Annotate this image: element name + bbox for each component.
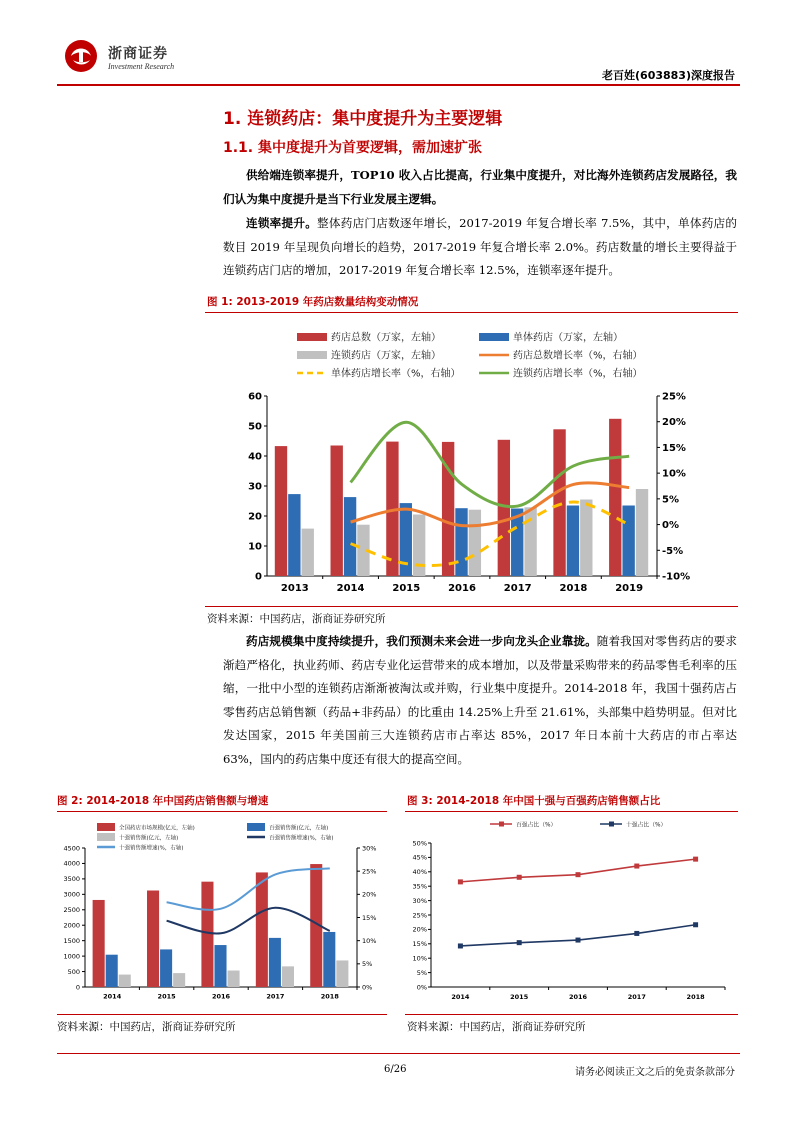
y-tick-label: 40% (412, 868, 427, 877)
line-series-1 (167, 868, 330, 910)
header-divider (57, 84, 740, 86)
bar-0-2019 (609, 419, 621, 576)
footer-divider (57, 1053, 740, 1054)
bar-2-2013 (302, 529, 314, 576)
company-name-en: Investment Research (108, 62, 175, 71)
paragraph-chain-rate-lead: 连锁率提升。 (246, 216, 318, 230)
bar-2-2019 (636, 489, 648, 576)
paragraph-concentration-text: 随着我国对零售药店的要求渐趋严格化，执业药师、药店专业化运营带来的成本增加，以及带量采购带来的药品零售毛利率的压缩，一批中小型的连锁药店渐渐被淘汰或并购，行业集中度提升。2014-2018 年，我国十强药店占零售药店总销售额（药品+非药品）的比重由 14.25%上升至 21.61%，头部集中趋势明显。但对比发达国家，2015 年美国前三大连锁药店市占率达 85%，2017 年日本前十大药店的市占率达 63%，国内的药店集中度还有很大的提高空间。 (223, 634, 737, 766)
legend-label-3: 药店总数增长率（%，右轴） (513, 350, 643, 362)
left-tick-label: 60 (248, 391, 262, 403)
figure-1-source: 资料来源：中国药店，浙商证券研究所 (207, 613, 386, 625)
right-tick-label: 0% (362, 983, 373, 992)
left-tick-label: 0 (255, 571, 262, 583)
left-tick-label: 30 (248, 481, 262, 493)
y-tick-label: 0% (416, 983, 427, 992)
left-tick-label: 10 (248, 541, 262, 553)
paragraph-concentration (223, 630, 737, 772)
bar-1-2018 (567, 506, 579, 577)
legend-label-0: 药店总数（万家，左轴） (331, 332, 441, 344)
paragraph-chain-rate-text: 整体药店门店数逐年增长，2017-2019 年复合增长率 7.5%，其中，单体药店的数目 2019 年呈现负向增长的趋势，2017-2019 年复合增长率 2.0%。药店数量的增长主要得益于连锁药店门店的增加，2017-2019 年复合增长率 12.5%，连锁率逐年提升。 (223, 216, 737, 278)
page-number: 6/26 (384, 1064, 407, 1075)
line-series-1 (460, 925, 695, 946)
right-tick-label: 20% (362, 890, 377, 899)
bar-0-2014 (93, 900, 105, 987)
legend-item-1-swatch (247, 823, 265, 831)
figure-3-title: 图 3: 2014-2018 年中国十强与百强药店销售额占比 (407, 795, 661, 807)
x-tick-label: 2019 (615, 583, 644, 594)
bar-2-2016 (469, 510, 481, 576)
figure-2-legend (97, 823, 334, 851)
right-tick-label: 10% (362, 936, 377, 945)
figure-1-legend (297, 331, 643, 380)
left-tick-label: 3000 (63, 890, 80, 899)
legend-label-2: 十强销售额(亿元，左轴) (119, 835, 179, 842)
y-tick-label: 25% (412, 911, 427, 920)
figure-3-chart (405, 814, 738, 1014)
y-tick-label: 5% (416, 968, 427, 977)
x-tick-label: 2018 (320, 992, 339, 1001)
right-tick-label: 15% (662, 442, 686, 454)
left-tick-label: 4000 (63, 859, 80, 868)
point-0-2015 (517, 875, 522, 880)
left-tick-label: 0 (75, 983, 80, 992)
point-1-2017 (634, 931, 639, 936)
figure-3-bottom-rule (405, 1014, 738, 1015)
figure-2-source: 资料来源：中国药店，浙商证券研究所 (57, 1021, 236, 1033)
right-tick-label: 10% (662, 468, 686, 480)
line-series-0 (167, 908, 330, 934)
y-tick-label: 15% (412, 940, 427, 949)
right-tick-label: 25% (362, 867, 377, 876)
legend-item-1-marker (609, 822, 614, 827)
legend-label-4: 十强销售额增速(%，右轴) (119, 845, 184, 852)
figure-1-chart (205, 318, 738, 608)
x-tick-label: 2014 (336, 583, 365, 594)
legend-item-2-swatch (97, 833, 115, 841)
bar-1-2013 (288, 494, 300, 576)
legend-label-4: 单体药店增长率（%，右轴） (331, 368, 461, 380)
bar-2-2014 (119, 975, 131, 987)
point-1-2018 (693, 922, 698, 927)
left-tick-label: 2000 (63, 921, 80, 930)
x-tick-label: 2018 (559, 583, 588, 594)
bar-2-2018 (336, 960, 348, 987)
y-tick-label: 30% (412, 896, 427, 905)
left-tick-label: 3500 (63, 875, 80, 884)
bar-1-2014 (344, 497, 356, 576)
paragraph-summary (223, 164, 737, 211)
bar-2-2015 (173, 973, 185, 987)
point-0-2014 (458, 879, 463, 884)
company-name-cn: 浙商证券 (108, 46, 168, 62)
x-tick-label: 2014 (451, 993, 470, 1001)
right-tick-label: 20% (662, 417, 686, 429)
left-tick-label: 2500 (63, 906, 80, 915)
figure-1-title: 图 1: 2013-2019 年药店数量结构变动情况 (207, 296, 419, 308)
legend-label-0: 全国药店市场规模(亿元，左轴) (119, 825, 195, 832)
paragraph-concentration-lead: 药店规模集中度持续提升，我们预测未来会进一步向龙头企业靠拢。 (246, 634, 597, 648)
disclaimer-note: 请务必阅读正文之后的免责条款部分 (575, 1067, 735, 1078)
bar-1-2019 (622, 506, 634, 577)
report-title: 老百姓(603883)深度报告 (602, 69, 735, 82)
right-tick-label: 30% (362, 844, 377, 853)
figure-3-marks (458, 857, 698, 949)
x-tick-label: 2013 (280, 583, 309, 594)
legend-item-0-swatch (297, 333, 327, 341)
figure-2-chart (57, 814, 387, 1014)
bar-1-2014 (106, 955, 118, 987)
x-tick-label: 2017 (627, 993, 646, 1001)
figure-2-bottom-rule (57, 1014, 387, 1015)
point-0-2018 (693, 857, 698, 862)
bar-1-2016 (214, 945, 226, 987)
point-1-2016 (576, 938, 581, 943)
x-tick-label: 2017 (266, 992, 285, 1001)
right-tick-label: -10% (662, 571, 691, 583)
x-tick-label: 2016 (568, 993, 588, 1001)
point-1-2014 (458, 943, 463, 948)
company-logo (62, 38, 102, 74)
y-tick-label: 20% (412, 925, 427, 934)
legend-label-2: 连锁药店（万家，左轴） (331, 350, 441, 362)
right-tick-label: 5% (662, 494, 679, 506)
x-tick-label: 2018 (686, 993, 705, 1001)
bar-2-2018 (580, 500, 592, 577)
legend-label-3: 百强销售额增速(%，右轴) (269, 835, 334, 842)
x-tick-label: 2016 (211, 992, 231, 1001)
y-tick-label: 50% (412, 839, 427, 848)
figure-3-source: 资料来源：中国药店，浙商证券研究所 (407, 1021, 586, 1033)
figure-3-legend (490, 820, 666, 828)
right-tick-label: 5% (362, 960, 373, 969)
paragraph-summary-text: 供给端连锁率提升，TOP10 收入占比提高，行业集中度提升，对比海外连锁药店发展路径，我们认为集中度提升是当下行业发展主逻辑。 (223, 168, 737, 206)
figure-2-title: 图 2: 2014-2018 年中国药店销售额与增速 (57, 795, 269, 807)
figure-1-bottom-rule (205, 606, 738, 607)
bar-1-2017 (269, 938, 281, 987)
bar-0-2013 (275, 446, 287, 576)
left-tick-label: 1500 (63, 936, 80, 945)
left-tick-label: 1000 (63, 952, 80, 961)
figure-3-rule (405, 811, 738, 812)
bar-0-2017 (256, 872, 268, 987)
figure-1-marks (275, 419, 648, 576)
right-tick-label: 0% (662, 520, 679, 532)
bar-2-2017 (282, 966, 294, 987)
x-tick-label: 2017 (503, 583, 532, 594)
legend-label-1: 单体药店（万家，左轴） (513, 332, 623, 344)
paragraph-chain-rate (223, 212, 737, 283)
left-tick-label: 20 (248, 511, 262, 523)
x-tick-label: 2015 (392, 583, 421, 594)
section-heading: 1. 连锁药店：集中度提升为主要逻辑 (223, 109, 503, 129)
right-tick-label: 25% (662, 391, 686, 403)
legend-label-0: 百强占比（%） (516, 822, 557, 829)
x-tick-label: 2016 (448, 583, 476, 594)
line-series-0 (460, 859, 695, 882)
figure-2-marks (93, 864, 349, 987)
right-tick-label: -5% (662, 545, 684, 557)
point-1-2015 (517, 940, 522, 945)
x-tick-label: 2014 (103, 992, 122, 1001)
legend-item-0-marker (499, 822, 504, 827)
legend-label-5: 连锁药店增长率（%，右轴） (513, 368, 643, 380)
x-tick-label: 2015 (157, 992, 176, 1001)
right-tick-label: 15% (362, 913, 377, 922)
bar-0-2018 (553, 429, 565, 576)
left-tick-label: 500 (67, 967, 80, 976)
y-tick-label: 45% (412, 853, 427, 862)
point-0-2016 (576, 872, 581, 877)
y-tick-label: 35% (412, 882, 427, 891)
bar-0-2014 (331, 446, 343, 577)
figure-3-axes (413, 839, 725, 1001)
subsection-heading: 1.1. 集中度提升为首要逻辑，需加速扩张 (223, 140, 482, 156)
bar-1-2018 (323, 932, 335, 987)
point-0-2017 (634, 864, 639, 869)
figure-1-rule (205, 312, 738, 313)
legend-label-1: 十强占比（%） (626, 822, 667, 829)
figure-2-rule (57, 811, 387, 812)
bar-1-2016 (455, 508, 467, 576)
legend-label-1: 百强销售额(亿元，左轴) (269, 825, 329, 832)
legend-item-1-swatch (479, 333, 509, 341)
x-tick-label: 2015 (510, 993, 529, 1001)
bar-1-2015 (160, 949, 172, 987)
left-tick-label: 50 (248, 421, 262, 433)
legend-item-0-swatch (97, 823, 115, 831)
left-tick-label: 40 (248, 451, 262, 463)
legend-item-2-swatch (297, 351, 327, 359)
y-tick-label: 10% (412, 954, 427, 963)
bar-2-2016 (228, 971, 240, 987)
left-tick-label: 4500 (63, 844, 80, 853)
bar-0-2016 (201, 882, 213, 987)
bar-0-2015 (147, 891, 159, 987)
